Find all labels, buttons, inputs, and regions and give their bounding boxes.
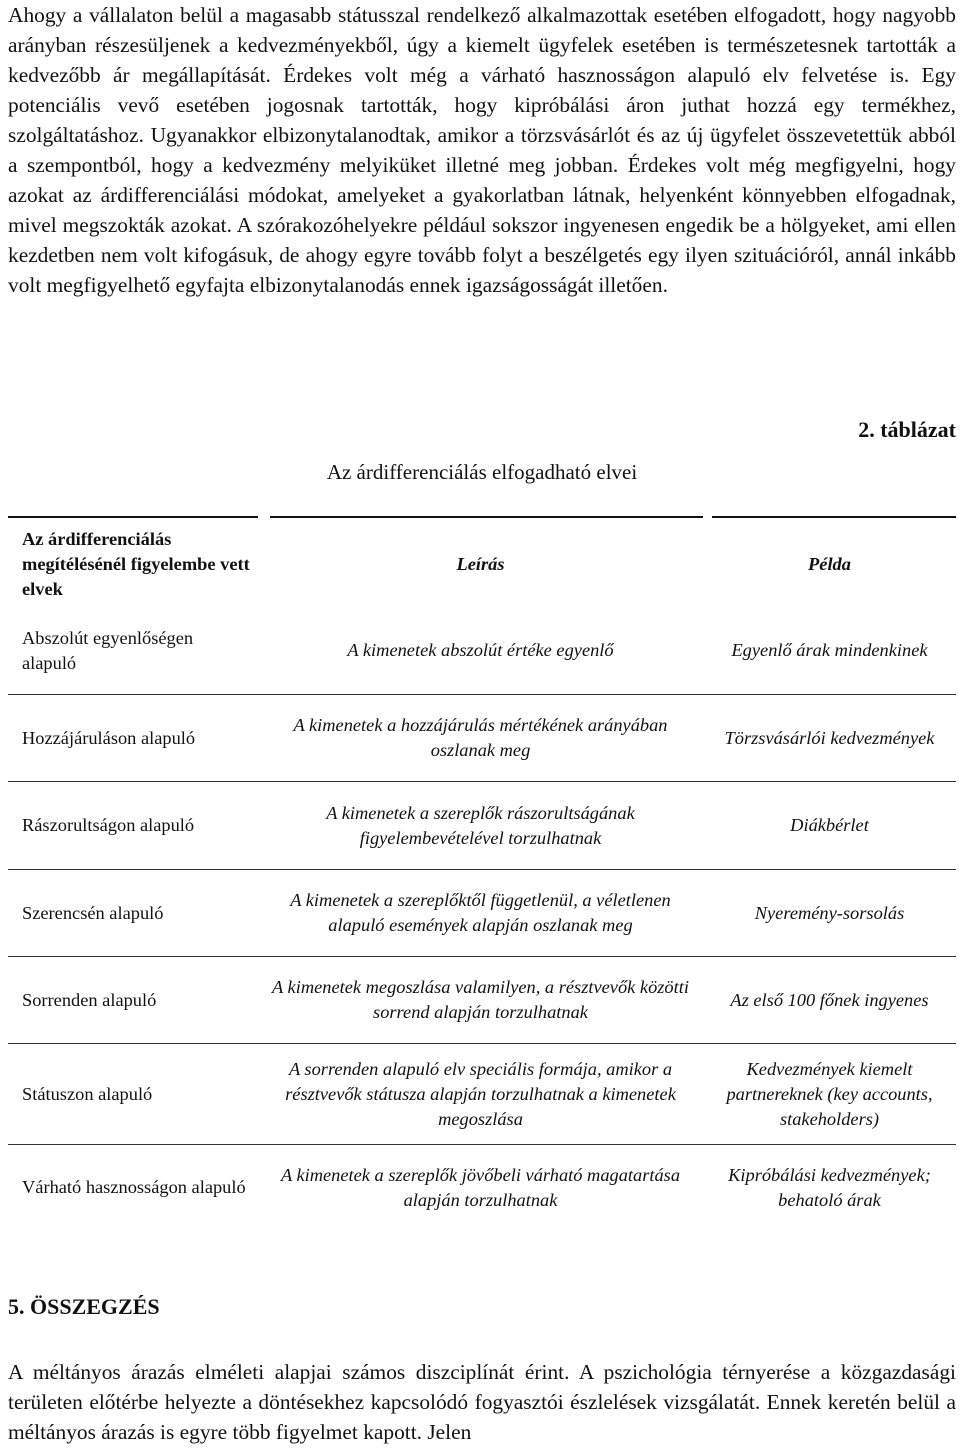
row-description: A kimenetek a szereplők rászorultságának figyelembevételével torzulhatnak [326,802,635,848]
row-example: Az első 100 főnek ingyenes [730,989,929,1010]
row-example: Kipróbálási kedvezmények; behatoló árak [728,1164,931,1210]
table-row [8,782,956,870]
table-top-rule-2 [270,516,703,518]
row-example: Nyeremény-sorsolás [754,902,905,923]
row-principle: Várható hasznosságon alapuló [22,1177,246,1197]
row-description: A kimenetek a szereplőktől függetlenül, a véletlenen alapuló események alapján oszlanak meg [290,890,671,935]
table-row [8,1145,956,1230]
header-example: Példa [808,554,851,574]
row-principle: Szerencsén alapuló [22,902,164,923]
row-principle: Rászorultságon alapuló [22,815,195,835]
table-header-row [8,522,956,607]
table-number: 2. táblázat [858,417,956,442]
table-row [8,870,956,957]
table-top-rule-1 [8,516,258,518]
row-principle: Státuszon alapuló [22,1083,153,1104]
row-example: Diákbérlet [790,815,869,835]
row-description: A kimenetek abszolút értéke egyenlő [347,640,614,660]
row-description: A kimenetek megoszlása valamilyen, a résztvevők közötti sorrend alapján torzulhatnak [272,977,689,1022]
header-description: Leírás [456,554,505,574]
row-principle: Abszolút egyenlőségen alapuló [22,627,194,673]
row-principle: Hozzájáruláson alapuló [22,727,196,748]
row-description: A kimenetek a hozzájárulás mértékének arányában oszlanak meg [293,715,668,760]
table-top-rule-3 [712,516,956,518]
table-row [8,695,956,782]
table-row [8,957,956,1044]
section-heading: 5. ÖSSZEGZÉS [8,1294,160,1319]
row-example: Egyenlő árak mindenkinek [731,640,928,660]
intro-paragraph: Ahogy a vállalaton belül a magasabb státusszal rendelkező alkalmazottak esetében elfogadott, hogy nagyobb arányban részesüljenek a kedvezményekből, úgy a kiemelt ügyfelek esetében is természetesnek tartották a kedvezőbb ár megállapítását. Érdekes volt még a várható hasznosságon alapuló elv felvetése is. Egy potenciális vevő esetében jogosnak tartották, hogy kipróbálási áron juthat hozzá egy termékhez, szolgáltatáshoz. Ugyanakkor elbizonytalanodtak, amikor a törzsvásárlót és az új ügyfelet összevetettük abból a szempontból, hogy a kedvezmény melyiküket illetné meg jobban. Érdekes volt még megfigyelni, hogy azokat az árdifferenciálási módokat, amelyeket a gyakorlatban látnak, helyenként könnyebben elfogadnak, mivel megszokták azokat. A szórakozóhelyekre például sokszor ingyenesen engedik be a hölgyeket, ami ellen kezdetben nem volt kifogásuk, de ahogy egyre tovább folyt a beszélgetés egy ilyen szituációról, annál inkább volt megfigyelhető egyfajta elbizonytalanodás ennek igazságosságát illetően. [8,3,956,297]
row-example: Törzsvásárlói kedvezmények [724,727,935,748]
row-description: A sorrenden alapuló elv speciális formája, amikor a résztvevők státusza alapján torzulhatnak a kimenetek megoszlása [285,1058,676,1129]
row-principle: Sorrenden alapuló [22,989,157,1010]
table-row [8,607,956,695]
closing-paragraph: A méltányos árazás elméleti alapjai számos diszciplínát érint. A pszichológia térnyerése a közgazdasági területen előtérbe helyezte a döntésekhez kapcsolódó fogyasztói észlelések vizsgálatát. Ennek keretén belül a méltányos árazás is egyre több figyelmet kapott. Jelen [8,1360,956,1444]
principles-table [8,522,956,1230]
row-example: Kedvezmények kiemelt partnereknek (key accounts, stakeholders) [726,1058,933,1129]
table-title: Az árdifferenciálás elfogadható elvei [326,460,638,484]
row-description: A kimenetek a szereplők jövőbeli várható magatartása alapján torzulhatnak [280,1164,681,1210]
table-row [8,1044,956,1145]
header-principles: Az árdifferenciálás megítélésénél figyelembe vett elvek [22,529,250,599]
